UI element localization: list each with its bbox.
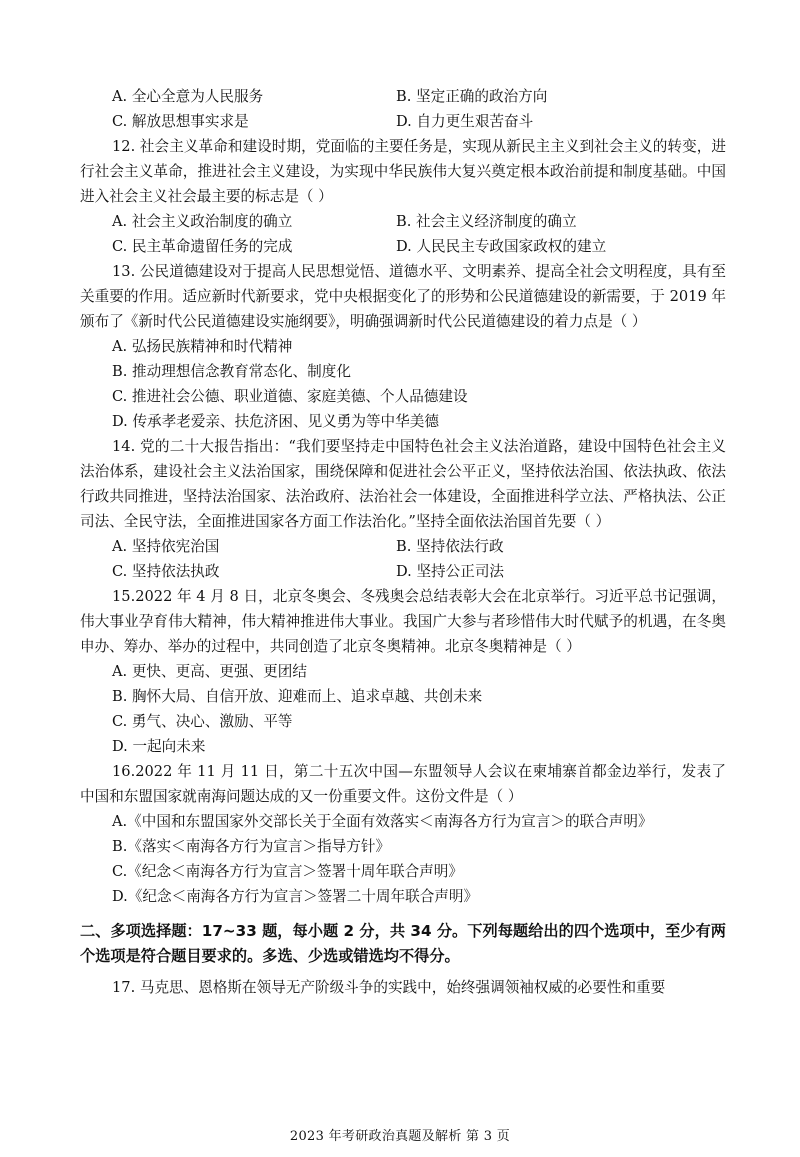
q16-option-a: A.《中国和东盟国家外交部长关于全面有效落实＜南海各方行为宣言＞的联合声明》 (112, 813, 653, 830)
q11-option-a: A. 全心全意为人民服务 (112, 88, 264, 105)
q11-option-b: B. 坚定正确的政治方向 (396, 88, 548, 105)
page-footer: 2023 年考研政治真题及解析 第 3 页 (289, 1129, 511, 1144)
q16-option-b: B.《落实＜南海各方行为宣言＞指导方针》 (112, 838, 391, 855)
q11-option-d: D. 自力更生艰苦奋斗 (396, 113, 534, 130)
q11-options-row-2 (80, 109, 726, 134)
q12-option-b: B. 社会主义经济制度的确立 (396, 213, 577, 230)
q12-options-row-2 (80, 234, 726, 259)
q12-option-c: C. 民主革命遗留任务的完成 (112, 238, 293, 255)
q17-stem: 17. 马克思、恩格斯在领导无产阶级斗争的实践中，始终强调领袖权威的必要性和重要 (112, 979, 666, 996)
q14-stem: 14. 党的二十大报告指出：“我们要坚持走中国特色社会主义法治道路，建设中国特色社会主义法治体系，建设社会主义法治国家，围绕保障和促进社会公平正义，坚持依法治国、依法执政、依法行政共同推进，坚持法治国家、法治政府、法治社会一体建设，全面推进科学立法、严格执法、公正司法、全民守法，全面推进国家各方面工作法治化。”坚持全面依法治国首先要（ ） (80, 438, 726, 530)
q13-option-c: C. 推进社会公德、职业道德、家庭美德、个人品德建设 (112, 388, 468, 405)
section-2-heading: 二、多项选择题：17~33 题，每小题 2 分，共 34 分。下列每题给出的四个选项中，至少有两个选项是符合题目要求的。多选、少选或错选均不得分。 (80, 922, 726, 965)
q12-options-row-1 (80, 209, 726, 234)
q15-option-a: A. 更快、更高、更强、更团结 (112, 663, 307, 680)
q13-stem: 13. 公民道德建设对于提高人民思想觉悟、道德水平、文明素养、提高全社会文明程度，具有至关重要的作用。适应新时代新要求，党中央根据变化了的形势和公民道德建设的新需要，于 2019 年颁布了《新时代公民道德建设实施纲要》，明确强调新时代公民道德建设的着力点是（ ） (80, 263, 726, 330)
q15-option-b: B. 胸怀大局、自信开放、迎难而上、追求卓越、共创未来 (112, 688, 483, 705)
q15-option-d: D. 一起向未来 (112, 738, 206, 755)
q12-stem: 12. 社会主义革命和建设时期，党面临的主要任务是，实现从新民主主义到社会主义的转变，进行社会主义革命，推进社会主义建设，为实现中华民族伟大复兴奠定根本政治前提和制度基础。中国进入社会主义社会最主要的标志是（ ） (80, 138, 726, 205)
exam-content (80, 84, 726, 1000)
q14-option-a: A. 坚持依宪治国 (112, 538, 220, 555)
q11-options-row-1 (80, 84, 726, 109)
q12-option-a: A. 社会主义政治制度的确立 (112, 213, 293, 230)
q14-option-d: D. 坚持公正司法 (396, 563, 505, 580)
q16-stem: 16.2022 年 11 月 11 日，第二十五次中国—东盟领导人会议在柬埔寨首都金边举行，发表了中国和东盟国家就南海问题达成的又一份重要文件。这份文件是（ ） (80, 763, 726, 805)
q13-option-b: B. 推动理想信念教育常态化、制度化 (112, 363, 351, 380)
q12-option-d: D. 人民民主专政国家政权的建立 (396, 238, 607, 255)
q13-option-d: D. 传承孝老爱亲、扶危济困、见义勇为等中华美德 (112, 413, 439, 430)
q14-option-c: C. 坚持依法执政 (112, 563, 220, 580)
q14-options-row-1 (80, 534, 726, 559)
q15-stem: 15.2022 年 4 月 8 日，北京冬奥会、冬残奥会总结表彰大会在北京举行。习近平总书记强调，伟大事业孕育伟大精神，伟大精神推进伟大事业。我国广大参与者珍惜伟大时代赋予的机遇，在冬奥申办、筹办、举办的过程中，共同创造了北京冬奥精神。北京冬奥精神是（ ） (80, 588, 726, 655)
q14-options-row-2 (80, 559, 726, 584)
q11-option-c: C. 解放思想事实求是 (112, 113, 249, 130)
q13-option-a: A. 弘扬民族精神和时代精神 (112, 338, 293, 355)
q16-option-d: D.《纪念＜南海各方行为宣言＞签署二十周年联合声明》 (112, 888, 479, 905)
q14-option-b: B. 坚持依法行政 (396, 538, 504, 555)
q15-option-c: C. 勇气、决心、激励、平等 (112, 713, 293, 730)
q16-option-c: C.《纪念＜南海各方行为宣言＞签署十周年联合声明》 (112, 863, 463, 880)
